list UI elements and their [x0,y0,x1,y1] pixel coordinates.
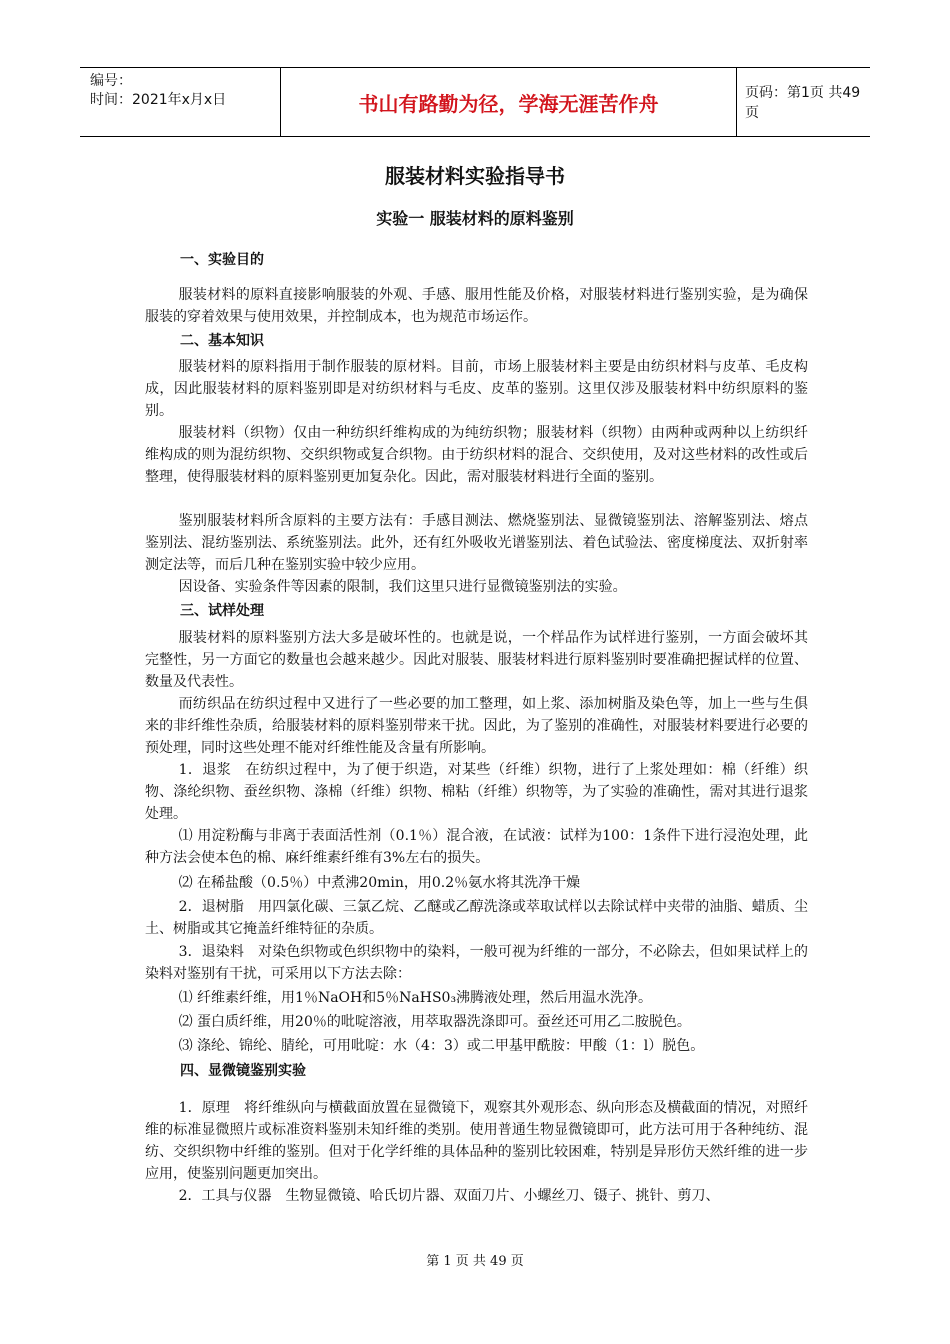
header-meta [90,72,280,110]
paragraph: 服装材料的原料鉴别方法大多是破坏性的。也就是说，一个样品作为试样进行鉴别，一方面会破坏其完整性，另一方面它的数量也会越来越少。因此对服装、服装材料进行原料鉴别时要准确把握试样的位置、数量及代表性。 [145,630,808,690]
paragraph: 而纺织品在纺织过程中又进行了一些必要的加工整理，如上浆、添加树脂及染色等，加上一些与生俱来的非纤维性杂质，给服装材料的原料鉴别带来干扰。因此，为了鉴别的准确性，对服装材料要进行必要的预处理，同时这些处理不能对纤维性能及含量有所影响。 [145,696,808,756]
paragraph: 服装材料的原料指用于制作服装的原材料。目前，市场上服装材料主要是由纺织材料与皮革、毛皮构成，因此服装材料的原料鉴别即是对纺织材料与毛皮、皮革的鉴别。这里仅涉及服装材料中纺织原料的鉴别。 [145,359,808,419]
paragraph: ⑴ 纤维素纤维，用1％NaOH和5％NaHS0₃沸腾液处理，然后用温水洗净。 [178,990,653,1006]
paragraph: 2．退树脂 用四氯化碳、三氯乙烷、乙醚或乙醇洗涤或萃取试样以去除试样中夹带的油脂、蜡质、尘土、树脂或其它掩盖纤维特征的杂质。 [145,899,808,937]
paragraph: 服装材料的原料直接影响服装的外观、手感、服用性能及价格，对服装材料进行鉴别实验，是为确保服装的穿着效果与使用效果，并控制成本，也为规范市场运作。 [145,287,808,325]
paragraph: 2．工具与仪器 生物显微镜、哈氏切片器、双面刀片、小螺丝刀、镊子、挑针、剪刀、 [178,1188,720,1204]
header-motto: 书山有路勤为径，学海无涯苦作舟 [280,68,737,136]
paragraph: 3．退染料 对染色织物或色织织物中的染料，一般可视为纤维的一部分，不必除去，但如果试样上的染料对鉴别有干扰，可采用以下方法去除： [145,944,808,982]
section-heading-knowledge: 二、基本知识 [180,333,264,349]
paragraph: ⑴ 用淀粉酶与非离于表面活性剂（0.1％）混合液，在试液：试样为100：1条件下进行浸泡处理，此种方法会使本色的棉、麻纤维素纤维有3%左右的损失。 [145,828,808,866]
paragraph: ⑵ 蛋白质纤维，用20％的吡啶溶液，用萃取器洗涤即可。蚕丝还可用乙二胺脱色。 [178,1014,691,1030]
paragraph: 因设备、实验条件等因素的限制，我们这里只进行显微镜鉴别法的实验。 [178,579,627,595]
section-heading-microscope: 四、显微镜鉴别实验 [180,1063,306,1079]
header-page-info: 页码：第1页 共49页 [745,85,861,121]
paragraph: 鉴别服装材料所含原料的主要方法有：手感目测法、燃烧鉴别法、显微镜鉴别法、溶解鉴别法、熔点鉴别法、混纺鉴别法、系统鉴别法。此外，还有红外吸收光谱鉴别法、着色试验法、密度梯度法、双折射率测定法等，而后几种在鉴别实验中较少应用。 [145,513,808,573]
doc-number-label: 编号： [90,73,132,89]
paragraph: ⑵ 在稀盐酸（0.5％）中煮沸20min，用0.2％氨水将其洗净干燥 [178,875,581,891]
paragraph: ⑶ 涤纶、锦纶、腈纶，可用吡啶：水（4：3）或二甲基甲酰胺：甲酸（1：l）脱色。 [178,1038,705,1054]
doc-time-label: 时间：2021年x月x日 [90,92,227,108]
section-heading-purpose: 一、实验目的 [180,252,264,268]
section-heading-sample: 三、试样处理 [180,603,264,619]
paragraph: 服装材料（织物）仅由一种纺织纤维构成的为纯纺织物；服装材料（织物）由两种或两种以上纺织纤维构成的则为混纺织物、交织织物或复合织物。由于纺织材料的混合、交织使用，及对这些材料的改性或后整理，使得服装材料的原料鉴别更加复杂化。因此，需对服装材料进行全面的鉴别。 [145,425,808,485]
paragraph: 1．原理 将纤维纵向与横截面放置在显微镜下，观察其外观形态、纵向形态及横截面的情况，对照纤维的标准显微照片或标准资料鉴别未知纤维的类别。使用普通生物显微镜即可，此方法可用于各种纯纺、混纺、交织织物中纤维的鉴别。但对于化学纤维的具体品种的鉴别比较困难，特别是异形仿天然纤维的进一步应用，使鉴别问题更加突出。 [145,1100,808,1182]
page-header [80,67,870,137]
page-footer: 第 1 页 共 49 页 [426,1254,524,1269]
paragraph: 1．退浆 在纺织过程中，为了便于织造，对某些（纤维）织物，进行了上浆处理如：棉（纤维）织物、涤纶织物、蚕丝织物、涤棉（纤维）织物、棉粘（纤维）织物等，为了实验的准确性，需对其进行退浆处理。 [145,762,808,822]
document-title: 服装材料实验指导书 [385,164,565,188]
experiment-title: 实验一 服装材料的原料鉴别 [376,209,574,228]
